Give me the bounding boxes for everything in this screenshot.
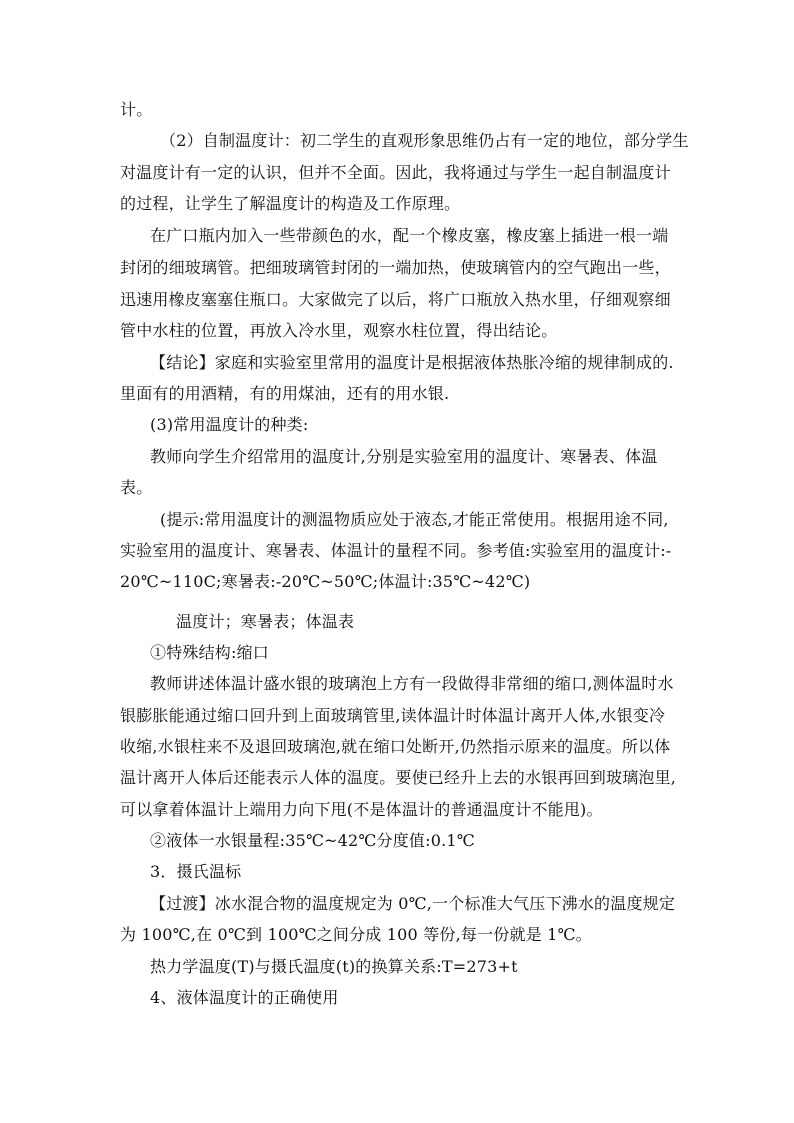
text-line: 在广口瓶内加入一些带颜色的水，配一个橡皮塞，橡皮塞上插进一根一端 [150,226,669,245]
text-line: 【结论】家庭和实验室里常用的温度计是根据液体热胀冷缩的规律制成的. [150,353,674,372]
text-line: 封闭的细玻璃管。把细玻璃管封闭的一端加热，使玻璃管内的空气跑出一些， [120,258,671,277]
text-line: (3)常用温度计的种类: [150,415,309,434]
text-line: 可以拿着体温计上端用力向下甩(不是体温计的普通温度计不能甩)。 [120,800,603,819]
text-line: 收缩,水银柱来不及退回玻璃泡,就在缩口处断开,仍然指示原来的温度。所以体 [120,737,671,756]
text-line: 管中水柱的位置，再放入冷水里，观察水柱位置，得出结论。 [120,321,558,340]
text-line: 4、液体温度计的正确使用 [150,988,339,1007]
text-line: 教师向学生介绍常用的温度计,分别是实验室用的温度计、寒暑表、体温 [150,447,658,466]
text-line: (提示:常用温度计的测温物质应处于液态,才能正常使用。根据用途不同, [160,510,669,529]
text-line: （2）自制温度计：初二学生的直观形象思维仍占有一定的地位，部分学生 [160,131,689,150]
text-line: 表。 [120,478,153,497]
text-line: 热力学温度(T)与摄氏温度(t)的换算关系:T=273+t [150,957,518,976]
text-line: 温度计；寒暑表；体温表 [176,612,355,631]
text-line: 里面有的用酒精，有的用煤油，还有的用水银. [120,384,450,403]
text-line: ②液体一水银量程:35℃~42℃分度值:0.1℃ [150,831,475,850]
text-line: 对温度计有一定的认识，但并不全面。因此，我将通过与学生一起自制温度计 [120,163,671,182]
text-line: 计。 [120,100,153,119]
text-line: ①特殊结构:缩口 [150,643,269,662]
text-line: 温计离开人体后还能表示人体的温度。要使已经升上去的水银再回到玻璃泡里, [120,768,677,787]
text-line: 实验室用的温度计、寒暑表、体温计的量程不同。参考值:实验室用的温度计:- [120,541,672,560]
text-line: 银膨胀能通过缩口回升到上面玻璃管里,读体温计时体温计离开人体,水银变冷 [120,706,666,725]
text-line: 迅速用橡皮塞塞住瓶口。大家做完了以后，将广口瓶放入热水里，仔细观察细 [120,290,671,309]
text-line: 20℃~110C;寒暑表:-20℃~50℃;体温计:35℃~42℃) [120,572,531,591]
text-line: 教师讲述体温计盛水银的玻璃泡上方有一段做得非常细的缩口,测体温时水 [150,674,674,693]
text-line: 【过渡】冰水混合物的温度规定为 0℃,一个标准大气压下沸水的温度规定 [150,894,676,913]
text-line: 为 100℃,在 0℃到 100℃之间分成 100 等份,每一份就是 1℃。 [120,925,592,944]
text-line: 的过程，让学生了解温度计的构造及工作原理。 [120,194,461,213]
text-line: 3．摄氏温标 [150,862,242,881]
